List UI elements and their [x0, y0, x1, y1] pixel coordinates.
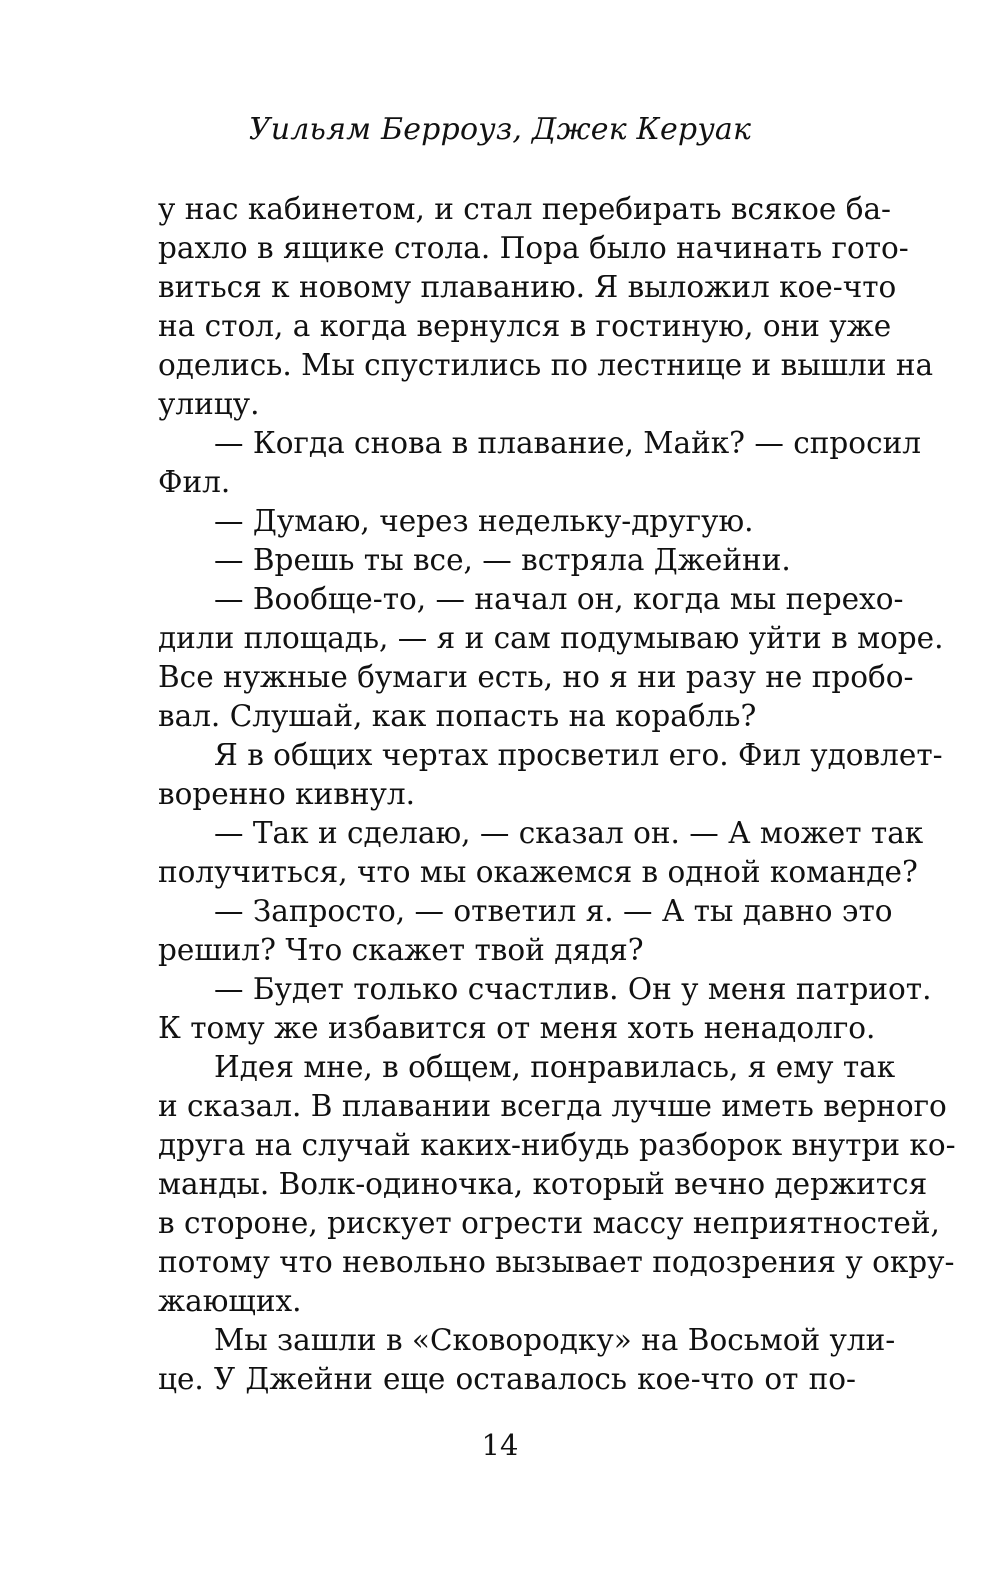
- text-line: рахло в ящике стола. Пора было начинать гото-: [158, 231, 909, 265]
- text-line: улицу.: [158, 387, 260, 421]
- text-line: воренно кивнул.: [158, 777, 416, 811]
- text-line: и сказал. В плавании всегда лучше иметь верного: [158, 1089, 947, 1123]
- text-line: виться к новому плаванию. Я выложил кое-что: [158, 270, 897, 304]
- text-line: дили площадь, — я и сам подумываю уйти в море.: [158, 621, 944, 655]
- body-text: [158, 190, 956, 1399]
- text-line: Все нужные бумаги есть, но я ни разу не пробо-: [158, 660, 914, 694]
- text-line: — Когда снова в плавание, Майк? — спросил: [214, 426, 921, 460]
- text-line: друга на случай каких-нибудь разборок внутри ко-: [158, 1128, 956, 1162]
- text-line: решил? Что скажет твой дядя?: [158, 933, 644, 967]
- text-line: — Будет только счастлив. Он у меня патриот.: [214, 972, 932, 1006]
- text-line: — Думаю, через недельку-другую.: [214, 504, 754, 538]
- text-line: у нас кабинетом, и стал перебирать всякое ба-: [158, 192, 892, 226]
- text-line: в стороне, рискует огрести массу неприятностей,: [158, 1206, 940, 1240]
- text-line: — Вообще-то, — начал он, когда мы перехо-: [214, 582, 904, 616]
- text-line: Идея мне, в общем, понравилась, я ему так: [214, 1050, 896, 1084]
- text-line: Я в общих чертах просветил его. Фил удовлет-: [214, 738, 943, 772]
- text-line: Мы зашли в «Сковородку» на Восьмой ули-: [214, 1323, 896, 1357]
- text-line: манды. Волк-одиночка, который вечно держится: [158, 1167, 928, 1201]
- running-header: Уильям Берроуз, Джек Керуак: [248, 112, 752, 147]
- text-line: — Врешь ты все, — встряла Джейни.: [214, 543, 791, 577]
- text-line: потому что невольно вызывает подозрения у окру-: [158, 1245, 955, 1279]
- text-line: — Так и сделаю, — сказал он. — А может так: [214, 816, 924, 850]
- text-line: жающих.: [158, 1284, 302, 1318]
- text-line: на стол, а когда вернулся в гостиную, они уже: [158, 309, 892, 343]
- page-number: 14: [481, 1428, 519, 1462]
- text-line: оделись. Мы спустились по лестнице и вышли на: [158, 348, 934, 382]
- text-line: К тому же избавится от меня хоть ненадолго.: [158, 1011, 876, 1045]
- text-line: — Запросто, — ответил я. — А ты давно это: [214, 894, 893, 928]
- text-line: Фил.: [158, 465, 231, 499]
- text-line: получиться, что мы окажемся в одной команде?: [158, 855, 918, 889]
- text-line: це. У Джейни еще оставалось кое-что от по-: [158, 1362, 856, 1396]
- text-line: вал. Слушай, как попасть на корабль?: [158, 699, 757, 733]
